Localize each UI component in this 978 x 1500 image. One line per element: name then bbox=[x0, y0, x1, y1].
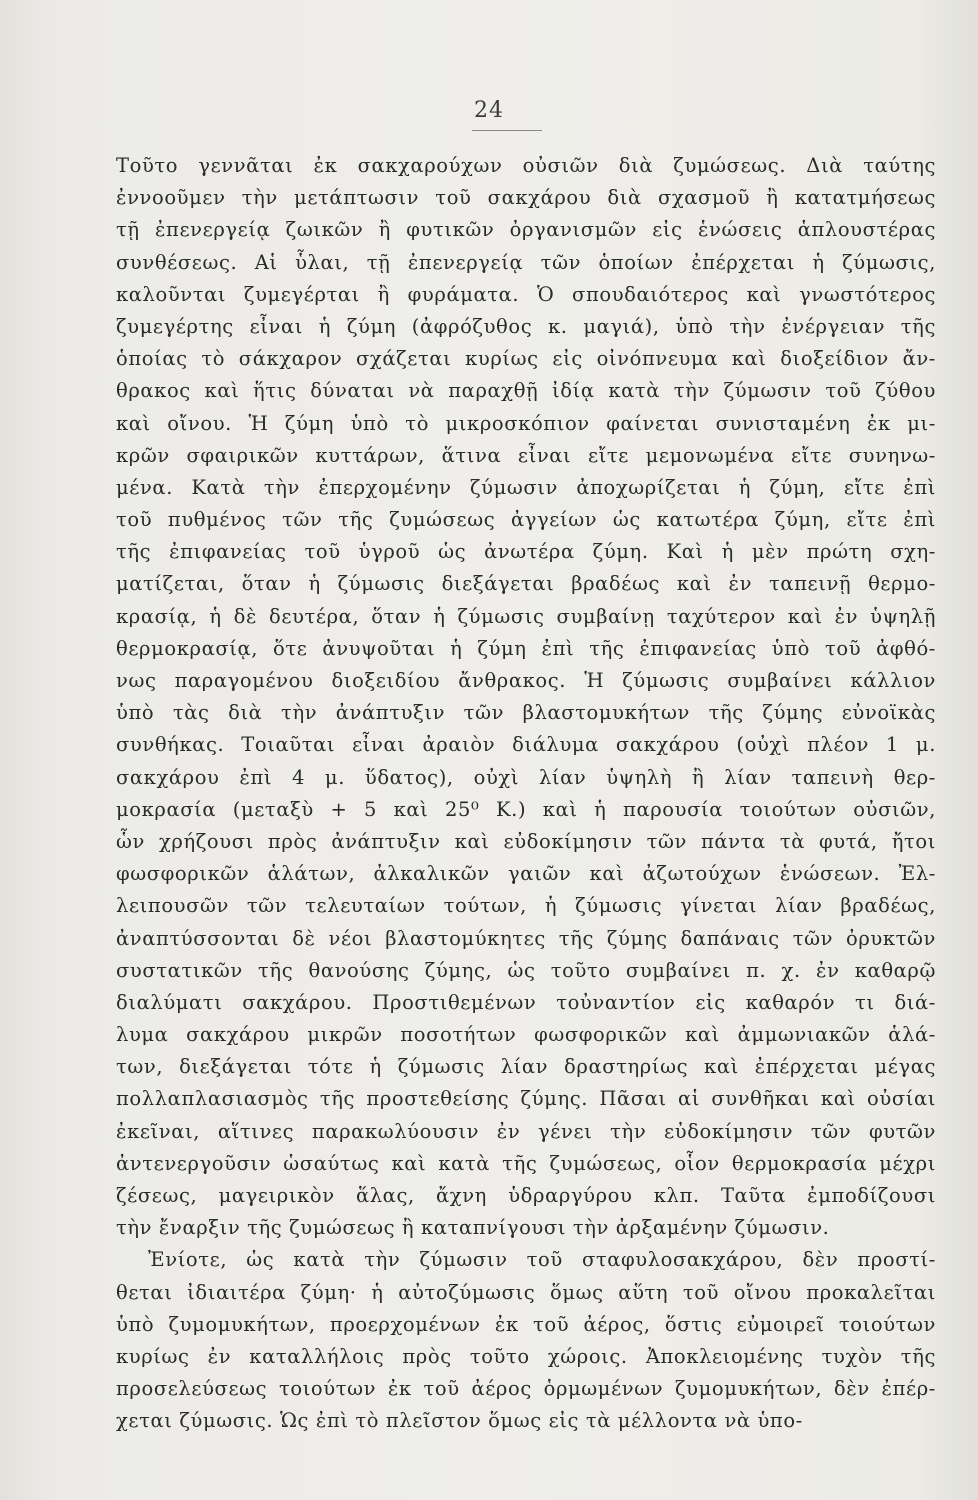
paragraph bbox=[116, 150, 936, 1244]
text-line: τοῦ πυθμένος τῶν τῆς ζυμώσεως ἀγγείων ὡς κατωτέρα ζύμη, εἴτε ἐπὶ bbox=[116, 508, 936, 532]
text-line: τῇ ἐπενεργείᾳ ζωικῶν ἢ φυτικῶν ὀργανισμῶν εἰς ἑνώσεις ἁπλουστέρας bbox=[116, 218, 936, 242]
text-line: θεται ἰδιαιτέρα ζύμη· ἡ αὐτοζύμωσις ὅμως αὕτη τοῦ οἴνου προκαλεῖται bbox=[116, 1280, 936, 1304]
text-line: νως παραγομένου διοξειδίου ἄνθρακος. Ἡ ζύμωσις συμβαίνει κάλλιον bbox=[116, 669, 936, 692]
text-line: διαλύματι σακχάρου. Προστιθεμένων τοὐναντίον εἰς καθαρόν τι διά- bbox=[116, 990, 936, 1014]
body-text bbox=[116, 150, 936, 1438]
text-line: ὁποίας τὸ σάκχαρον σχάζεται κυρίως εἰς οἰνόπνευμα καὶ διοξείδιον ἄν- bbox=[116, 347, 936, 371]
page-number: 24 bbox=[474, 98, 504, 123]
text-line: κρασίᾳ, ἡ δὲ δευτέρα, ὅταν ἡ ζύμωσις συμβαίνῃ ταχύτερον καὶ ἐν ὑψηλῇ bbox=[116, 604, 936, 628]
text-line: καὶ οἴνου. Ἡ ζύμη ὑπὸ τὸ μικροσκόπιον φαίνεται συνισταμένη ἐκ μι- bbox=[116, 411, 936, 435]
text-line: θρακος καὶ ἥτις δύναται νὰ παραχθῇ ἰδίᾳ κατὰ τὴν ζύμωσιν τοῦ ζύθου bbox=[116, 379, 936, 403]
text-line: λειπουσῶν τῶν τελευταίων τούτων, ἡ ζύμωσις γίνεται λίαν βραδέως, bbox=[116, 894, 936, 918]
text-line: τῆς ἐπιφανείας τοῦ ὑγροῦ ὡς ἀνωτέρα ζύμη. Καὶ ἡ μὲν πρώτη σχη- bbox=[116, 540, 936, 564]
text-line: ἐκεῖναι, αἵτινες παρακωλύουσιν ἐν γένει τὴν εὐδοκίμησιν τῶν φυτῶν bbox=[116, 1119, 936, 1143]
text-line: Ἐνίοτε, ὡς κατὰ τὴν ζύμωσιν τοῦ σταφυλοσακχάρου, δὲν προστί- bbox=[148, 1248, 936, 1272]
text-line: ἀναπτύσσονται δὲ νέοι βλαστομύκητες τῆς ζύμης δαπάναις τῶν ὀρυκτῶν bbox=[116, 926, 936, 950]
text-line: Τοῦτο γεννᾶται ἐκ σακχαρούχων οὐσιῶν διὰ ζυμώσεως. Διὰ ταύτης bbox=[116, 154, 936, 177]
text-line: ἀντενεργοῦσιν ὡσαύτως καὶ κατὰ τῆς ζυμώσεως, οἷον θερμοκρασία μέχρι bbox=[116, 1151, 936, 1175]
text-line: ὧν χρήζουσι πρὸς ἀνάπτυξιν καὶ εὐδοκίμησιν τῶν πάντα τὰ φυτά, ἤτοι bbox=[116, 829, 936, 853]
text-line: ἐννοοῦμεν τὴν μετάπτωσιν τοῦ σακχάρου διὰ σχασμοῦ ἢ κατατμήσεως bbox=[116, 186, 936, 210]
text-line: μοκρασία (μεταξὺ + 5 καὶ 25⁰ Κ.) καὶ ἡ παρουσία τοιούτων οὐσιῶν, bbox=[116, 797, 936, 821]
paragraph bbox=[116, 1244, 936, 1437]
text-line: μένα. Κατὰ τὴν ἐπερχομένην ζύμωσιν ἀποχωρίζεται ἡ ζύμη, εἴτε ἐπὶ bbox=[116, 475, 936, 499]
text-line: τὴν ἔναρξιν τῆς ζυμώσεως ἢ καταπνίγουσι τὴν ἀρξαμένην ζύμωσιν. bbox=[116, 1216, 830, 1240]
text-line: συνθήκας. Τοιαῦται εἶναι ἀραιὸν διάλυμα σακχάρου (οὐχὶ πλέον 1 μ. bbox=[116, 733, 936, 757]
text-line: χεται ζύμωσις. Ὡς ἐπὶ τὸ πλεῖστον ὅμως εἰς τὰ μέλλοντα νὰ ὑπο- bbox=[116, 1409, 803, 1433]
text-line: πολλαπλασιασμὸς τῆς προστεθείσης ζύμης. Πᾶσαι αἱ συνθῆκαι καὶ οὐσίαι bbox=[116, 1087, 936, 1111]
text-line: ζέσεως, μαγειρικὸν ἅλας, ἄχνη ὑδραργύρου κλπ. Ταῦτα ἐμποδίζουσι bbox=[116, 1184, 936, 1207]
text-line: θερμοκρασίᾳ, ὅτε ἀνυψοῦται ἡ ζύμη ἐπὶ τῆς ἐπιφανείας ὑπὸ τοῦ ἀφθό- bbox=[116, 636, 936, 660]
text-line: συνθέσεως. Αἱ ὗλαι, τῇ ἐπενεργείᾳ τῶν ὁποίων ἐπέρχεται ἡ ζύμωσις, bbox=[116, 250, 936, 274]
text-line: λυμα σακχάρου μικρῶν ποσοτήτων φωσφορικῶν καὶ ἀμμωνιακῶν ἁλά- bbox=[116, 1023, 936, 1047]
text-line: συστατικῶν τῆς θανούσης ζύμης, ὡς τοῦτο συμβαίνει π. χ. ἐν καθαρῷ bbox=[116, 958, 936, 982]
text-line: κρῶν σφαιρικῶν κυττάρων, ἅτινα εἶναι εἴτε μεμονωμένα εἴτε συνηνω- bbox=[116, 443, 936, 467]
text-line: ὑπὸ τὰς διὰ τὴν ἀνάπτυξιν τῶν βλαστομυκήτων τῆς ζύμης εὐνοϊκὰς bbox=[116, 701, 936, 725]
text-line: προσελεύσεως τοιούτων ἐκ τοῦ ἀέρος ὁρμωμένων ζυμομυκήτων, δὲν ἐπέρ- bbox=[116, 1377, 936, 1401]
text-line: καλοῦνται ζυμεγέρται ἢ φυράματα. Ὁ σπουδαιότερος καὶ γνωστότερος bbox=[116, 282, 936, 306]
text-line: των, διεξάγεται τότε ἡ ζύμωσις λίαν δραστηρίως καὶ ἐπέρχεται μέγας bbox=[116, 1055, 936, 1079]
text-line: σακχάρου ἐπὶ 4 μ. ὕδατος), οὐχὶ λίαν ὑψηλὴ ἢ λίαν ταπεινὴ θερ- bbox=[116, 765, 936, 789]
page-number-rule bbox=[472, 130, 542, 131]
text-line: φωσφορικῶν ἁλάτων, ἀλκαλικῶν γαιῶν καὶ ἀζωτούχων ἑνώσεων. Ἐλ- bbox=[116, 862, 936, 886]
text-line: ζυμεγέρτης εἶναι ἡ ζύμη (ἀφρόζυθος κ. μαγιά), ὑπὸ τὴν ἐνέργειαν τῆς bbox=[116, 314, 936, 338]
text-line: ὑπὸ ζυμομυκήτων, προερχομένων ἐκ τοῦ ἀέρος, ὅστις εὐμοιρεῖ τοιούτων bbox=[116, 1312, 936, 1336]
text-line: κυρίως ἐν καταλλήλοις πρὸς τοῦτο χώροις. Ἀποκλειομένης τυχὸν τῆς bbox=[116, 1344, 936, 1368]
text-line: ματίζεται, ὅταν ἡ ζύμωσις διεξάγεται βραδέως καὶ ἐν ταπεινῇ θερμο- bbox=[116, 572, 936, 596]
